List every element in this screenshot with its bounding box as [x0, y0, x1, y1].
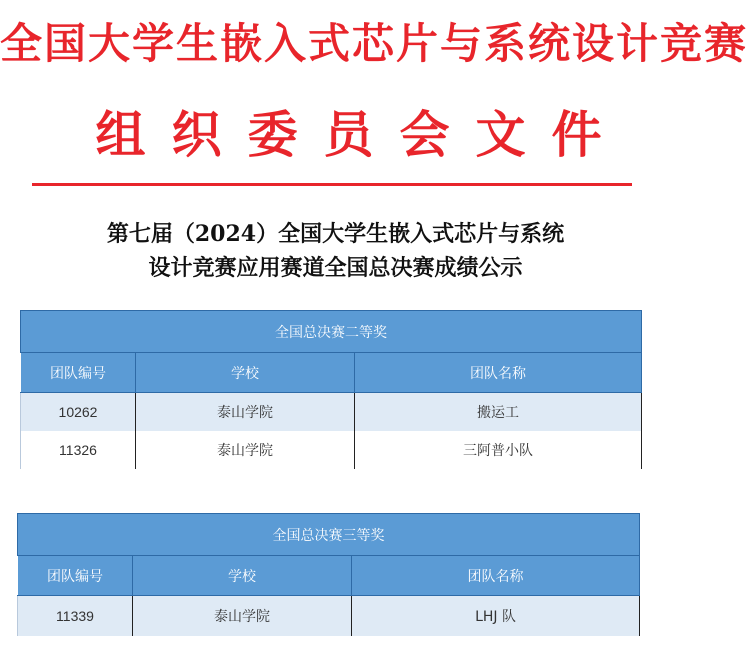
letterhead-divider — [32, 183, 632, 186]
table-header-row — [21, 353, 642, 393]
document-title-line-2: 设计竞赛应用赛道全国总决赛成绩公示 — [148, 255, 523, 281]
team-name-cell: LHJ 队 — [352, 596, 640, 636]
table-header-row — [18, 556, 640, 596]
column-header-team-id: 团队编号 — [21, 353, 136, 393]
letterhead-title: 全国大学生嵌入式芯片与系统设计竞赛 — [0, 19, 748, 68]
school-cell: 泰山学院 — [136, 393, 355, 431]
team-id-cell: 10262 — [21, 393, 136, 431]
team-name-cell: 搬运工 — [355, 393, 642, 431]
table-row — [21, 393, 642, 431]
column-header-school: 学校 — [136, 353, 355, 393]
letterhead-subtitle: 组织委员会文件 — [95, 105, 628, 164]
second-prize-caption: 全国总决赛二等奖 — [21, 311, 642, 353]
team-id-cell: 11326 — [21, 431, 136, 469]
column-header-team-name: 团队名称 — [352, 556, 640, 596]
table-row — [18, 596, 640, 636]
third-prize-table — [17, 513, 640, 636]
table-caption-row — [21, 311, 642, 353]
document-title-line-1: 第七届（2024）全国大学生嵌入式芯片与系统 — [106, 221, 565, 247]
school-cell: 泰山学院 — [133, 596, 352, 636]
column-header-team-name: 团队名称 — [355, 353, 642, 393]
team-id-cell: 11339 — [18, 596, 133, 636]
column-header-school: 学校 — [133, 556, 352, 596]
table-row — [21, 431, 642, 469]
table-caption-row — [18, 514, 640, 556]
column-header-team-id: 团队编号 — [18, 556, 133, 596]
school-cell: 泰山学院 — [136, 431, 355, 469]
third-prize-caption: 全国总决赛三等奖 — [18, 514, 640, 556]
team-name-cell: 三阿普小队 — [355, 431, 642, 469]
second-prize-table — [20, 310, 642, 469]
